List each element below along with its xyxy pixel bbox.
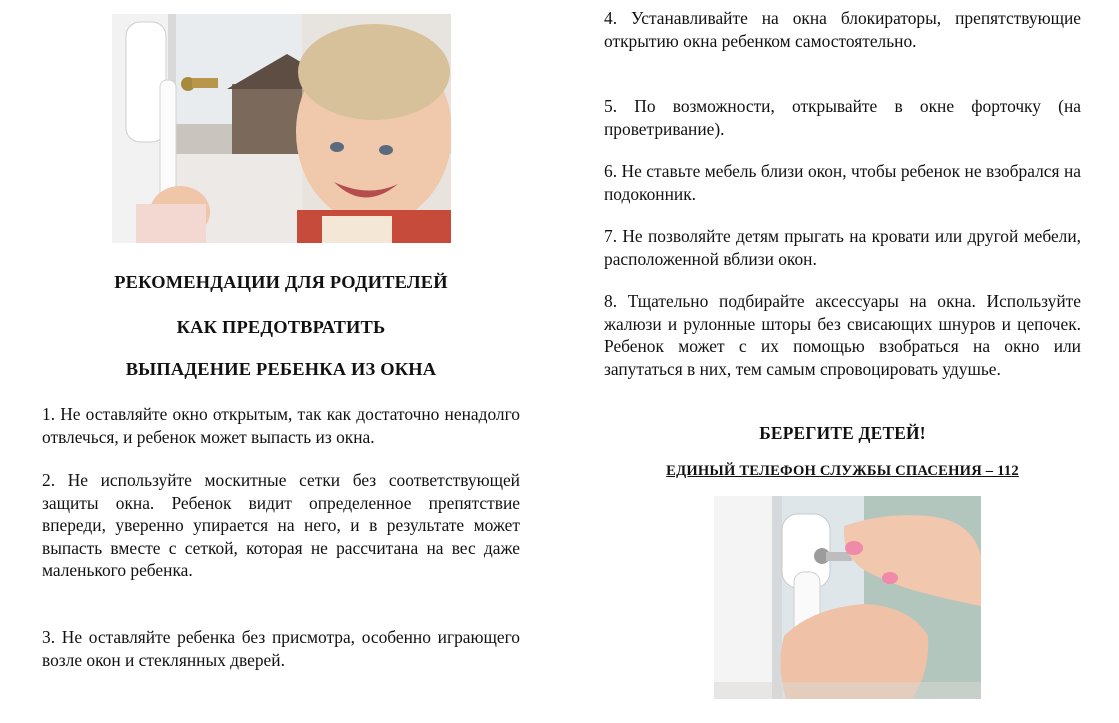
recommendation-item: 6. Не ставьте мебель близи окон, чтобы ребенок не взобрался на подоконник. xyxy=(604,161,1081,204)
recommendation-item: 5. По возможности, открывайте в окне форточку (на проветривание). xyxy=(604,96,1081,139)
closing-slogan: БЕРЕГИТЕ ДЕТЕЙ! xyxy=(759,423,926,443)
child-window-photo xyxy=(112,14,451,243)
recommendation-item: 4. Устанавливайте на окна блокираторы, препятствующие открытию окна ребенком самостоятельно. xyxy=(604,8,1081,51)
emergency-phone: ЕДИНЫЙ ТЕЛЕФОН СЛУЖБЫ СПАСЕНИЯ – 112 xyxy=(666,463,1019,479)
recommendation-item: 7. Не позволяйте детям прыгать на кровати или другой мебели, расположенной вблизи окон. xyxy=(604,226,1081,269)
page-title: РЕКОМЕНДАЦИИ ДЛЯ РОДИТЕЛЕЙ xyxy=(114,272,448,292)
page-subtitle-2: ВЫПАДЕНИЕ РЕБЕНКА ИЗ ОКНА xyxy=(125,359,437,379)
recommendation-item: 8. Тщательно подбирайте аксессуары на окна. Используйте жалюзи и рулонные шторы без свисающих шнуров и цепочек. Ребенок может с их помощью взобраться на окно или запутаться в них, тем самым спровоцировать удушье. xyxy=(604,291,1081,379)
page-subtitle: КАК ПРЕДОТВРАТИТЬ xyxy=(176,317,386,337)
recommendation-item: 1. Не оставляйте окно открытым, так как достаточно ненадолго отвлечься, и ребенок может выпасть из окна. xyxy=(42,404,520,447)
recommendation-item: 3. Не оставляйте ребенка без присмотра, особенно играющего возле окон и стеклянных дверей. xyxy=(42,627,520,670)
recommendation-item: 2. Не используйте москитные сетки без соответствующей защиты окна. Ребенок видит определенное препятствие впереди, уверенно упирается на него, и в результате может выпасть вместе с сеткой, которая не рассчитана на вес даже маленького ребенка. xyxy=(42,470,520,580)
window-lock-photo xyxy=(714,496,981,699)
